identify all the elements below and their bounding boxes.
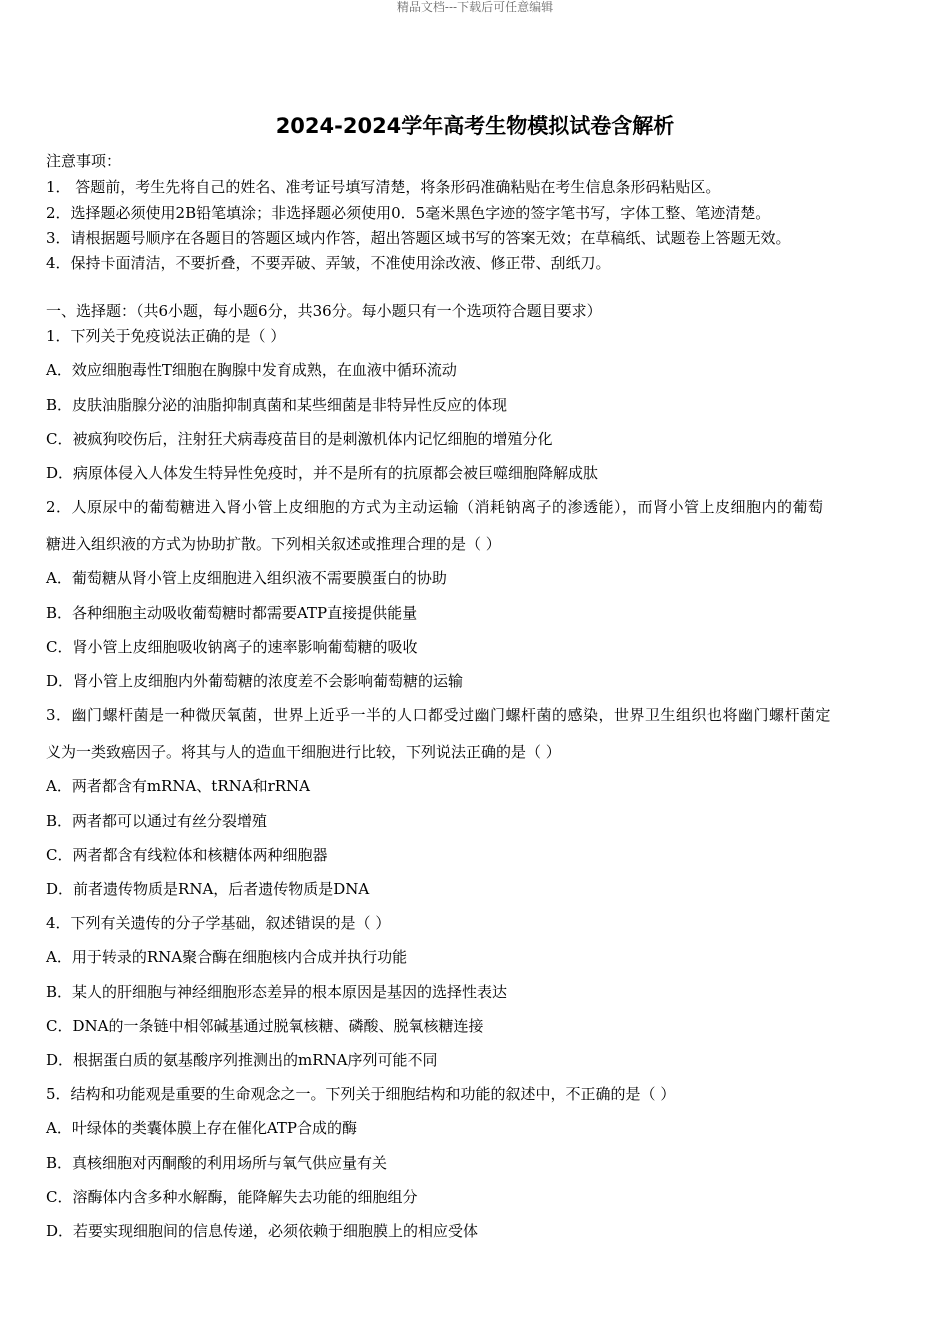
option-c: C．两者都含有线粒体和核糖体两种细胞器 bbox=[46, 846, 328, 864]
question-stem: 4．下列有关遗传的分子学基础，叙述错误的是（ ） bbox=[46, 914, 391, 932]
option-d: D．病原体侵入人体发生特异性免疫时，并不是所有的抗原都会被巨噬细胞降解成肽 bbox=[46, 464, 599, 482]
option-a: A．葡萄糖从肾小管上皮细胞进入组织液不需要膜蛋白的协助 bbox=[46, 569, 447, 587]
option-d: D．肾小管上皮细胞内外葡萄糖的浓度差不会影响葡萄糖的运输 bbox=[46, 672, 464, 690]
option-b: B．某人的肝细胞与神经细胞形态差异的根本原因是基因的选择性表达 bbox=[46, 983, 508, 1001]
notice-heading: 注意事项： bbox=[46, 152, 122, 170]
option-d: D．若要实现细胞间的信息传递，必须依赖于细胞膜上的相应受体 bbox=[46, 1222, 479, 1240]
question-stem-line-2: 糖进入组织液的方式为协助扩散。下列相关叙述或推理合理的是（ ） bbox=[46, 535, 501, 553]
question-stem: 5．结构和功能观是重要的生命观念之一。下列关于细胞结构和功能的叙述中，不正确的是（ ） bbox=[46, 1085, 676, 1103]
notice-item-4: 4．保持卡面清洁，不要折叠，不要弄破、弄皱，不准使用涂改液、修正带、刮纸刀。 bbox=[46, 254, 611, 272]
option-a: A．用于转录的RNA聚合酶在细胞核内合成并执行功能 bbox=[46, 948, 408, 966]
page-header-watermark: 精品文档---下载后可任意编辑 bbox=[396, 0, 554, 14]
question-stem-line-2: 义为一类致癌因子。将其与人的造血干细胞进行比较，下列说法正确的是（ ） bbox=[46, 743, 561, 761]
option-d: D．前者遗传物质是RNA，后者遗传物质是DNA bbox=[46, 880, 370, 898]
option-c: C．溶酶体内含多种水解酶，能降解失去功能的细胞组分 bbox=[46, 1188, 418, 1206]
option-c: C．DNA的一条链中相邻碱基通过脱氧核糖、磷酸、脱氧核糖连接 bbox=[46, 1017, 484, 1035]
option-b: B．各种细胞主动吸收葡萄糖时都需要ATP直接提供能量 bbox=[46, 604, 418, 622]
option-b: B．两者都可以通过有丝分裂增殖 bbox=[46, 812, 268, 830]
option-c: C．被疯狗咬伤后，注射狂犬病毒疫苗目的是刺激机体内记忆细胞的增殖分化 bbox=[46, 430, 553, 448]
option-b: B．皮肤油脂腺分泌的油脂抑制真菌和某些细菌是非特异性反应的体现 bbox=[46, 396, 508, 414]
option-b: B．真核细胞对丙酮酸的利用场所与氧气供应量有关 bbox=[46, 1154, 388, 1172]
notice-item-2: 2．选择题必须使用2B铅笔填涂；非选择题必须使用0．5毫米黑色字迹的签字笔书写，字体工整、笔迹清楚。 bbox=[46, 204, 771, 222]
question-stem-line-1: 3．幽门螺杆菌是一种微厌氧菌，世界上近乎一半的人口都受过幽门螺杆菌的感染，世界卫生组织也将幽门螺杆菌定 bbox=[46, 706, 832, 724]
option-d: D．根据蛋白质的氨基酸序列推测出的mRNA序列可能不同 bbox=[46, 1051, 438, 1069]
option-a: A．两者都含有mRNA、tRNA和rRNA bbox=[46, 777, 311, 795]
option-c: C．肾小管上皮细胞吸收钠离子的速率影响葡萄糖的吸收 bbox=[46, 638, 418, 656]
document-title: 2024-2024学年高考生物模拟试卷含解析 bbox=[275, 114, 675, 138]
notice-item-3: 3．请根据题号顺序在各题目的答题区域内作答，超出答题区域书写的答案无效；在草稿纸、试题卷上答题无效。 bbox=[46, 229, 791, 247]
section-heading: 一、选择题：（共6小题，每小题6分，共36分。每小题只有一个选项符合题目要求） bbox=[46, 302, 602, 320]
notice-item-1: 1． 答题前，考生先将自己的姓名、准考证号填写清楚，将条形码准确粘贴在考生信息条形码粘贴区。 bbox=[46, 178, 721, 196]
question-stem-line-1: 2．人原尿中的葡萄糖进入肾小管上皮细胞的方式为主动运输（消耗钠离子的渗透能），而肾小管上皮细胞内的葡萄 bbox=[46, 498, 824, 516]
question-stem: 1．下列关于免疫说法正确的是（ ） bbox=[46, 327, 286, 345]
option-a: A．叶绿体的类囊体膜上存在催化ATP合成的酶 bbox=[46, 1119, 357, 1137]
option-a: A．效应细胞毒性T细胞在胸腺中发育成熟，在血液中循环流动 bbox=[46, 361, 457, 379]
